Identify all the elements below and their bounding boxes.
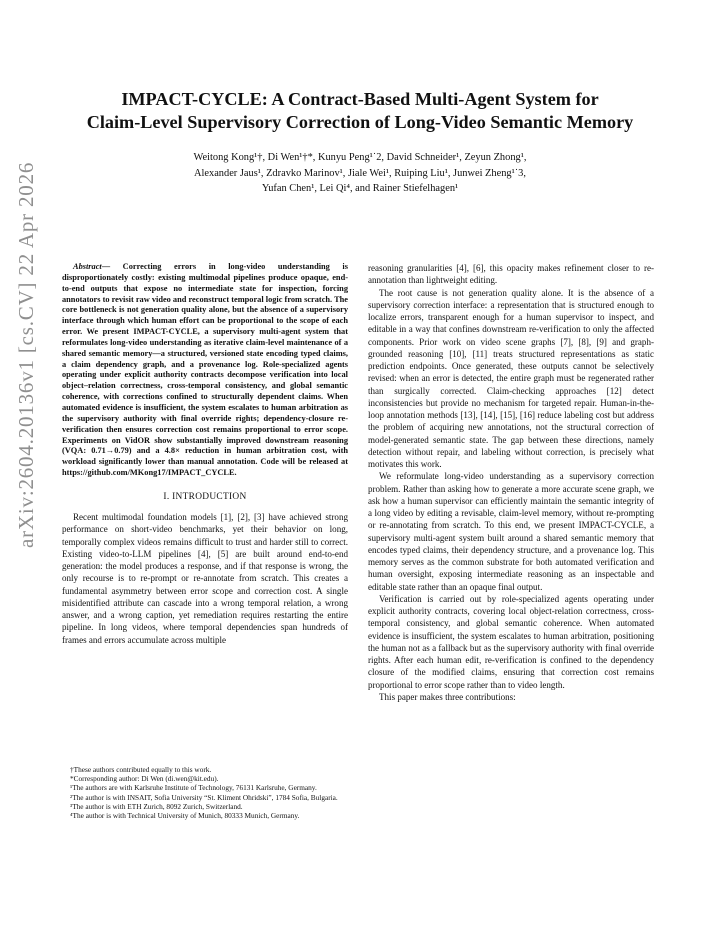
footnote-equal-contribution: †These authors contributed equally to this work. — [70, 765, 212, 774]
footnote-affiliation-tum: ⁴The author is with Technical University of Munich, 80333 Munich, Germany. — [70, 811, 300, 821]
footnote-affiliation-kit: ¹The authors are with Karlsruhe Institute of Technology, 76131 Karlsruhe, Germany. — [70, 783, 317, 793]
left-column — [62, 262, 348, 646]
abstract-label: Abstract — [73, 262, 102, 271]
authors-line-2: Alexander Jaus¹, Zdravko Marinov¹, Jiale Wei¹, Ruiping Liu¹, Junwei Zheng¹˙3, — [194, 167, 526, 179]
intro-paragraph-4: We reformulate long-video understanding as a supervisory correction problem. Rather than asking how to generate a more accurate scene graph, we ask how a human supervisor can efficiently maintain the semantic integrity of a long video by editing a revisable, claim-level memory, without re-prompting or re-annotating from scratch. To this end, we present IMPACT-CYCLE, a supervisory multi-agent system built around a shared semantic memory that encodes typed claims, their dependency structure, and a provenance log. This memory serves as the common substrate for both automated verification and human oversight, exposing intermediate reasoning as an inspectable and editable state rather than an opaque final output. — [368, 471, 654, 592]
footnote-affiliation-insait: ²The author is with INSAIT, Sofia University “St. Kliment Ohridski”, 1784 Sofia, Bulgaria. — [70, 792, 338, 802]
footnote-corresponding-author: *Corresponding author: Di Wen (di.wen@kit.edu). — [70, 774, 219, 784]
abstract-text: — Correcting errors in long-video understanding is disproportionately costly: existing multimodal pipelines produce opaque, end-to-end outputs that expose no intermediate state for inspection, forcing annotators to revisit raw video and reconstruct temporal logic from scratch. The core bottleneck is not generation quality alone, but the absence of a supervisory interface through which human effort can be proportional to the scope of each error. We present IMPACT-CYCLE, a supervisory multi-agent system that reformulates long-video understanding as iterative claim-level maintenance of a shared semantic memory—a structured, versioned state encoding typed claims, a claim dependency graph, and a provenance log. Role-specialized agents operating under explicit authority contracts decompose verification into local object–relation correctness, cross-temporal consistency, and global semantic coherence, with corrections confined to structurally dependent claims. When automated evidence is insufficient, the system escalates to human arbitration as the supervisory authority with final override rights; dependency-closure re-verification then ensures correction cost remains proportional to error scope. Experiments on VidOR show substantially improved downstream reasoning (VQA: 0.71→0.79) and a 4.8× reduction in human arbitration cost, with workload significantly lower than manual annotation. Code will be released at https://github.com/MKong17/IMPACT_CYCLE. — [62, 262, 348, 478]
footnote-affiliation-eth: ³The author is with ETH Zurich, 8092 Zurich, Switzerland. — [70, 801, 243, 811]
intro-paragraph-3: The root cause is not generation quality alone. It is the absence of a supervisory correction interface: a representation that is structured enough to localize errors, transparent enough for a human supervisor to inspect, and editable in a way that confines downstream re-verification to only the affected components. Prior work on video scene graphs [7], [8], [9] and graph-grounded reasoning [10], [11] treats structured representations as static prediction endpoints. Once generated, these outputs cannot be selectively revised: when an error is detected, the entire graph must be regenerated rather than surgically corrected. Claim-checking approaches [12] detect inconsistencies but provide no mechanism for targeted repair. Human-in-the-loop annotation methods [13], [14], [15], [16] reduce labeling cost but address the problem of acquiring new annotations, not the structural correction of model-generated semantic state. The gap between these directions, namely detection without repair, and labeling without correction, is precisely what motivates this work. — [368, 287, 654, 469]
paper-title — [50, 88, 670, 134]
section-heading: I. INTRODUCTION — [163, 491, 247, 502]
right-column — [368, 262, 654, 703]
title-line-1: IMPACT-CYCLE: A Contract-Based Multi-Agent System for — [121, 89, 599, 109]
intro-paragraph-1: Recent multimodal foundation models [1], [2], [3] have achieved strong performance on short-video benchmarks, yet their behavior on long, temporally complex videos remains difficult to trust and harder still to correct. Existing video-to-LLM pipelines [4], [5] are built around end-to-end generation: the model produces a response, and if that response is wrong, the only recourse is to re-prompt or re-annotate from scratch. This creates a fundamental asymmetry between error scope and correction cost. A single misidentified attribute can cascade into a wrong temporal relation, a wrong answer, and a wrong caption, yet remediation requires restarting the entire pipeline. In long videos, where temporal dependencies span hundreds of frames and errors accumulate across multiple — [62, 512, 348, 645]
authors-line-3: Yufan Chen¹, Lei Qi⁴, and Rainer Stiefelhagen¹ — [261, 183, 459, 194]
footnotes — [62, 765, 348, 820]
author-list — [70, 150, 650, 197]
arxiv-identifier[interactable]: arXiv:2604.20136v1 [cs.CV] 22 Apr 2026 — [14, 161, 38, 548]
intro-paragraph-6: This paper makes three contributions: — [379, 691, 516, 702]
abstract — [62, 262, 348, 479]
intro-paragraph-2: reasoning granularities [4], [6], this opacity makes refinement closer to re-annotation than lightweight editing. — [368, 263, 654, 286]
authors-line-1: Weitong Kong¹†, Di Wen¹†*, Kunyu Peng¹˙2, David Schneider¹, Zeyun Zhong¹, — [193, 152, 527, 163]
intro-paragraph-5: Verification is carried out by role-specialized agents operating under explicit authority contracts, covering local object-relation correctness, cross-temporal consistency, and global semantic coherence. When automated evidence is insufficient, the system escalates to human arbitration, positioning the human not as a fallback but as the supervisory authority with final override rights. After each human edit, re-verification is confined to the dependency closure of the modified claims, ensuring that correction cost remains proportional to error scope rather than to video length. — [368, 593, 654, 690]
title-line-2: Claim-Level Supervisory Correction of Long-Video Semantic Memory — [86, 112, 634, 132]
